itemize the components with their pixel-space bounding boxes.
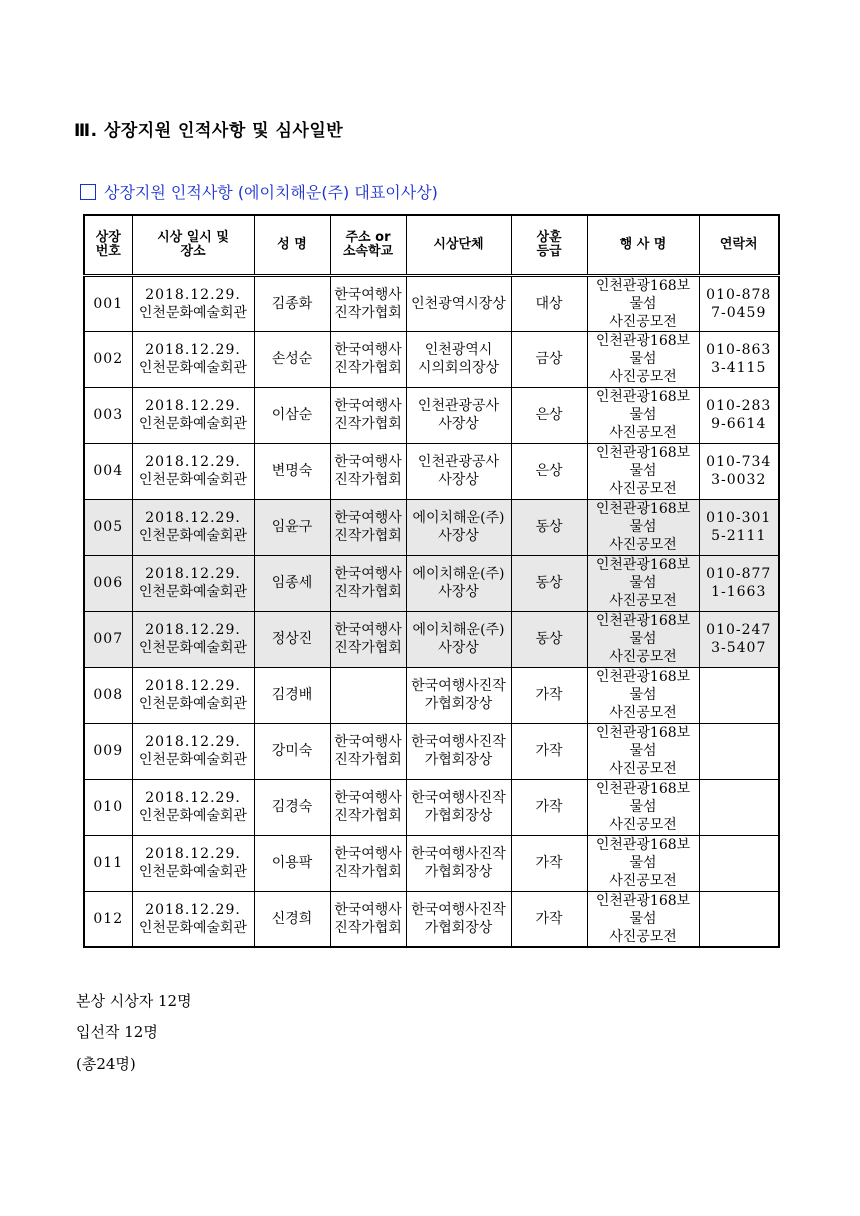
- cell-date-venue-line: 2018.12.29.: [145, 790, 241, 806]
- cell-award-no: 004: [84, 443, 132, 499]
- cell-event: [587, 499, 699, 555]
- sub-heading-text: 상장지원 인적사항 (에이치해운(주) 대표이사상): [104, 183, 438, 202]
- cell-organizer: [406, 891, 511, 947]
- cell-event-line: 인천관광168보: [595, 557, 691, 573]
- cell-address-line: 한국여행사: [334, 734, 402, 750]
- cell-event-line: 인천관광168보: [595, 725, 691, 741]
- cell-award-no: 005: [84, 499, 132, 555]
- cell-organizer-line: 사장상: [438, 528, 479, 544]
- cell-address: [330, 499, 406, 555]
- table-row: [84, 443, 779, 499]
- cell-organizer-line: 에이치해운(주): [412, 510, 505, 526]
- cell-organizer: [406, 611, 511, 667]
- cell-address-line: 진작가협회: [334, 919, 402, 936]
- cell-address: [330, 779, 406, 835]
- cell-address-line: 한국여행사: [334, 454, 402, 470]
- cell-date-venue-line: 인천문화예술회관: [138, 808, 248, 824]
- cell-date-venue-line: 2018.12.29.: [145, 398, 241, 414]
- cell-address-line: 한국여행사: [334, 846, 402, 862]
- cell-organizer-line: 한국여행사진작: [411, 901, 506, 918]
- cell-event-line: 물섬: [629, 407, 657, 423]
- cell-contact: [699, 499, 779, 555]
- cell-event-line: 인천관광168보: [595, 333, 691, 349]
- cell-event-line: 사진공모전: [609, 761, 677, 777]
- cell-organizer-line: 가협회장상: [424, 864, 493, 880]
- cell-organizer-line: 사장상: [438, 472, 479, 488]
- cell-grade: 가작: [511, 779, 587, 835]
- cell-date-venue: [132, 443, 254, 499]
- cell-date-venue: [132, 723, 254, 779]
- cell-date-venue-line: 2018.12.29.: [145, 734, 241, 750]
- cell-event-line: 사진공모전: [609, 369, 677, 385]
- cell-event: [587, 779, 699, 835]
- cell-organizer-line: 인천관광공사: [417, 398, 500, 414]
- header-row: [84, 215, 779, 275]
- cell-grade: 동상: [511, 555, 587, 611]
- cell-event-line: 인천관광168보: [595, 781, 691, 797]
- cell-organizer-line: 한국여행사진작: [411, 790, 506, 806]
- cell-name: 정상진: [254, 611, 330, 667]
- cell-event: [587, 835, 699, 891]
- cell-organizer-line: 가협회장상: [424, 919, 493, 936]
- cell-award-no: 007: [84, 611, 132, 667]
- table-row: [84, 779, 779, 835]
- cell-name: 김종화: [254, 275, 330, 331]
- table-row: [84, 611, 779, 667]
- cell-address-line: 진작가협회: [334, 640, 402, 656]
- cell-contact: [699, 331, 779, 387]
- cell-date-venue-line: 인천문화예술회관: [138, 416, 248, 432]
- cell-event: [587, 891, 699, 947]
- cell-address-line: 한국여행사: [334, 790, 402, 806]
- cell-event-line: 물섬: [629, 631, 657, 647]
- cell-date-venue: [132, 835, 254, 891]
- awards-table: [83, 214, 780, 948]
- cell-address: [330, 331, 406, 387]
- header-address: 주소 or 소속학교: [330, 215, 406, 275]
- cell-event-line: 인천관광168보: [595, 389, 691, 405]
- cell-organizer-line: 한국여행사진작: [411, 846, 506, 862]
- cell-address-line: 진작가협회: [334, 808, 402, 824]
- cell-address-line: 한국여행사: [334, 398, 402, 414]
- cell-contact-line: 010-863: [706, 342, 772, 358]
- summary-main-awards: 본상 시상자 12명: [76, 992, 192, 1010]
- cell-date-venue-line: 2018.12.29.: [145, 678, 241, 694]
- cell-date-venue: [132, 667, 254, 723]
- cell-date-venue-line: 2018.12.29.: [145, 286, 241, 303]
- cell-event: [587, 611, 699, 667]
- cell-date-venue-line: 2018.12.29.: [145, 901, 241, 918]
- cell-contact-line: 010-301: [706, 510, 772, 526]
- cell-address-line: 진작가협회: [334, 584, 402, 600]
- cell-date-venue-line: 인천문화예술회관: [138, 696, 248, 712]
- cell-contact: [699, 723, 779, 779]
- cell-address-line: 진작가협회: [334, 472, 402, 488]
- cell-name: 임윤구: [254, 499, 330, 555]
- cell-date-venue-line: 2018.12.29.: [145, 846, 241, 862]
- cell-event-line: 물섬: [629, 687, 657, 703]
- cell-event: [587, 387, 699, 443]
- cell-organizer: [406, 387, 511, 443]
- cell-contact: [699, 779, 779, 835]
- cell-date-venue: [132, 611, 254, 667]
- header-grade: 상훈 등급: [511, 215, 587, 275]
- cell-award-no: 010: [84, 779, 132, 835]
- cell-event-line: 물섬: [629, 351, 657, 367]
- cell-grade: 금상: [511, 331, 587, 387]
- cell-event-line: 사진공모전: [609, 817, 677, 833]
- cell-event-line: 물섬: [629, 519, 657, 535]
- cell-address: [330, 667, 406, 723]
- header-contact: 연락처: [699, 215, 779, 275]
- cell-event-line: 인천관광168보: [595, 837, 691, 853]
- cell-event-line: 사진공모전: [609, 593, 677, 609]
- cell-date-venue-line: 2018.12.29.: [145, 342, 241, 358]
- cell-name: 김경배: [254, 667, 330, 723]
- cell-date-venue-line: 인천문화예술회관: [138, 584, 248, 600]
- cell-grade: 은상: [511, 443, 587, 499]
- cell-address: [330, 891, 406, 947]
- cell-organizer: [406, 779, 511, 835]
- cell-organizer: [406, 723, 511, 779]
- cell-address: [330, 611, 406, 667]
- cell-date-venue: [132, 387, 254, 443]
- table-row: [84, 723, 779, 779]
- table-row: [84, 387, 779, 443]
- cell-date-venue: [132, 891, 254, 947]
- cell-organizer-line: 에이치해운(주): [412, 622, 505, 638]
- cell-contact-line: 010-247: [706, 622, 772, 638]
- cell-organizer: [406, 331, 511, 387]
- cell-contact: [699, 275, 779, 331]
- cell-date-venue: [132, 555, 254, 611]
- cell-address-line: 진작가협회: [334, 304, 402, 321]
- cell-date-venue: [132, 275, 254, 331]
- cell-organizer: [406, 275, 511, 331]
- cell-organizer-line: 인천광역시: [424, 342, 493, 358]
- cell-date-venue-line: 인천문화예술회관: [138, 919, 248, 936]
- cell-organizer-line: 사장상: [438, 584, 479, 600]
- cell-organizer-line: 에이치해운(주): [412, 566, 505, 582]
- cell-organizer-line: 인천광역시장상: [411, 295, 506, 312]
- cell-event-line: 물섬: [629, 910, 657, 927]
- table-row: [84, 667, 779, 723]
- cell-date-venue-line: 인천문화예술회관: [138, 864, 248, 880]
- cell-date-venue-line: 인천문화예술회관: [138, 360, 248, 376]
- table-row: [84, 891, 779, 947]
- cell-date-venue: [132, 331, 254, 387]
- cell-event: [587, 723, 699, 779]
- cell-name: 강미숙: [254, 723, 330, 779]
- cell-name: 이삼순: [254, 387, 330, 443]
- cell-event: [587, 667, 699, 723]
- cell-address-line: 진작가협회: [334, 528, 402, 544]
- cell-event-line: 물섬: [629, 463, 657, 479]
- cell-address-line: 한국여행사: [334, 622, 402, 638]
- cell-name: 신경희: [254, 891, 330, 947]
- cell-address: [330, 555, 406, 611]
- cell-event-line: 인천관광168보: [595, 669, 691, 685]
- cell-date-venue-line: 인천문화예술회관: [138, 640, 248, 656]
- cell-organizer: [406, 835, 511, 891]
- cell-award-no: 008: [84, 667, 132, 723]
- cell-event-line: 사진공모전: [609, 481, 677, 497]
- cell-date-venue: [132, 499, 254, 555]
- cell-address-line: 한국여행사: [334, 901, 402, 918]
- cell-grade: 동상: [511, 499, 587, 555]
- cell-address-line: 한국여행사: [334, 286, 402, 303]
- cell-event-line: 사진공모전: [609, 425, 677, 441]
- cell-award-no: 002: [84, 331, 132, 387]
- cell-address-line: 진작가협회: [334, 752, 402, 768]
- cell-contact: [699, 555, 779, 611]
- cell-award-no: 011: [84, 835, 132, 891]
- cell-grade: 가작: [511, 667, 587, 723]
- cell-contact-line: 9-6614: [711, 416, 767, 432]
- cell-event-line: 사진공모전: [609, 928, 677, 945]
- cell-organizer: [406, 499, 511, 555]
- cell-grade: 동상: [511, 611, 587, 667]
- cell-contact: [699, 667, 779, 723]
- cell-award-no: 012: [84, 891, 132, 947]
- cell-organizer: [406, 667, 511, 723]
- cell-contact-line: 010-877: [706, 566, 772, 582]
- cell-organizer-line: 가협회장상: [424, 696, 493, 712]
- summary-selected: 입선작 12명: [76, 1023, 158, 1041]
- cell-address: [330, 387, 406, 443]
- cell-date-venue-line: 인천문화예술회관: [138, 304, 248, 321]
- cell-contact: [699, 611, 779, 667]
- cell-grade: 가작: [511, 723, 587, 779]
- cell-organizer-line: 가협회장상: [424, 752, 493, 768]
- cell-contact-line: 010-734: [706, 454, 772, 470]
- cell-contact-line: 3-5407: [711, 640, 767, 656]
- cell-name: 김경숙: [254, 779, 330, 835]
- cell-address-line: 진작가협회: [334, 360, 402, 376]
- cell-grade: 가작: [511, 835, 587, 891]
- cell-organizer-line: 사장상: [438, 416, 479, 432]
- cell-address-line: 한국여행사: [334, 566, 402, 582]
- checkbox-square-icon: [80, 184, 96, 200]
- cell-contact-line: 3-4115: [711, 360, 767, 376]
- cell-contact-line: 010-878: [706, 286, 772, 303]
- cell-address-line: 한국여행사: [334, 510, 402, 526]
- section-heading: Ⅲ. 상장지원 인적사항 및 심사일반: [74, 121, 344, 141]
- cell-event: [587, 275, 699, 331]
- cell-contact: [699, 835, 779, 891]
- cell-event-line: 사진공모전: [609, 313, 677, 330]
- sub-heading: [80, 180, 438, 203]
- cell-contact: [699, 891, 779, 947]
- header-award-no: 상장 번호: [84, 215, 132, 275]
- cell-name: 손성순: [254, 331, 330, 387]
- cell-event-line: 인천관광168보: [595, 445, 691, 461]
- cell-name: 변명숙: [254, 443, 330, 499]
- cell-date-venue-line: 2018.12.29.: [145, 510, 241, 526]
- cell-date-venue-line: 인천문화예술회관: [138, 752, 248, 768]
- cell-organizer-line: 한국여행사진작: [411, 734, 506, 750]
- cell-event: [587, 331, 699, 387]
- cell-event-line: 사진공모전: [609, 705, 677, 721]
- cell-date-venue-line: 인천문화예술회관: [138, 472, 248, 488]
- cell-contact-line: 010-283: [706, 398, 772, 414]
- cell-organizer-line: 시의회의장상: [417, 360, 500, 376]
- cell-grade: 대상: [511, 275, 587, 331]
- cell-contact-line: 3-0032: [711, 472, 767, 488]
- cell-address-line: 진작가협회: [334, 864, 402, 880]
- cell-event-line: 인천관광168보: [595, 892, 691, 909]
- cell-grade: 가작: [511, 891, 587, 947]
- cell-event-line: 인천관광168보: [595, 501, 691, 517]
- header-name: 성 명: [254, 215, 330, 275]
- cell-event-line: 물섬: [629, 855, 657, 871]
- cell-grade: 은상: [511, 387, 587, 443]
- table-row: [84, 331, 779, 387]
- cell-organizer-line: 한국여행사진작: [411, 678, 506, 694]
- table-row: [84, 499, 779, 555]
- cell-date-venue-line: 2018.12.29.: [145, 566, 241, 582]
- cell-event-line: 인천관광168보: [595, 613, 691, 629]
- cell-organizer-line: 사장상: [438, 640, 479, 656]
- cell-organizer: [406, 443, 511, 499]
- cell-organizer-line: 인천관광공사: [417, 454, 500, 470]
- cell-event-line: 물섬: [629, 743, 657, 759]
- cell-date-venue-line: 2018.12.29.: [145, 622, 241, 638]
- cell-date-venue-line: 2018.12.29.: [145, 454, 241, 470]
- cell-event-line: 인천관광168보: [595, 277, 691, 294]
- cell-name: 임종세: [254, 555, 330, 611]
- cell-contact: [699, 387, 779, 443]
- cell-address: [330, 275, 406, 331]
- table-row: [84, 835, 779, 891]
- cell-event-line: 사진공모전: [609, 649, 677, 665]
- cell-event-line: 사진공모전: [609, 873, 677, 889]
- cell-address-line: 한국여행사: [334, 342, 402, 358]
- cell-event-line: 물섬: [629, 295, 657, 312]
- cell-event: [587, 443, 699, 499]
- table-row: [84, 275, 779, 331]
- cell-award-no: 001: [84, 275, 132, 331]
- cell-address: [330, 835, 406, 891]
- cell-event-line: 사진공모전: [609, 537, 677, 553]
- table-row: [84, 555, 779, 611]
- summary-total: (총24명): [76, 1055, 136, 1073]
- cell-event-line: 물섬: [629, 575, 657, 591]
- cell-contact-line: 7-0459: [711, 304, 767, 321]
- header-organizer: 시상단체: [406, 215, 511, 275]
- cell-award-no: 009: [84, 723, 132, 779]
- cell-address-line: 진작가협회: [334, 416, 402, 432]
- cell-contact-line: 5-2111: [711, 528, 767, 544]
- cell-organizer: [406, 555, 511, 611]
- cell-name: 이용팍: [254, 835, 330, 891]
- cell-event: [587, 555, 699, 611]
- cell-award-no: 003: [84, 387, 132, 443]
- cell-contact-line: 1-1663: [711, 584, 767, 600]
- header-event: 행 사 명: [587, 215, 699, 275]
- cell-organizer-line: 가협회장상: [424, 808, 493, 824]
- cell-address: [330, 723, 406, 779]
- cell-date-venue: [132, 779, 254, 835]
- cell-address: [330, 443, 406, 499]
- cell-date-venue-line: 인천문화예술회관: [138, 528, 248, 544]
- cell-contact: [699, 443, 779, 499]
- cell-event-line: 물섬: [629, 799, 657, 815]
- header-date-venue: 시상 일시 및 장소: [132, 215, 254, 275]
- cell-award-no: 006: [84, 555, 132, 611]
